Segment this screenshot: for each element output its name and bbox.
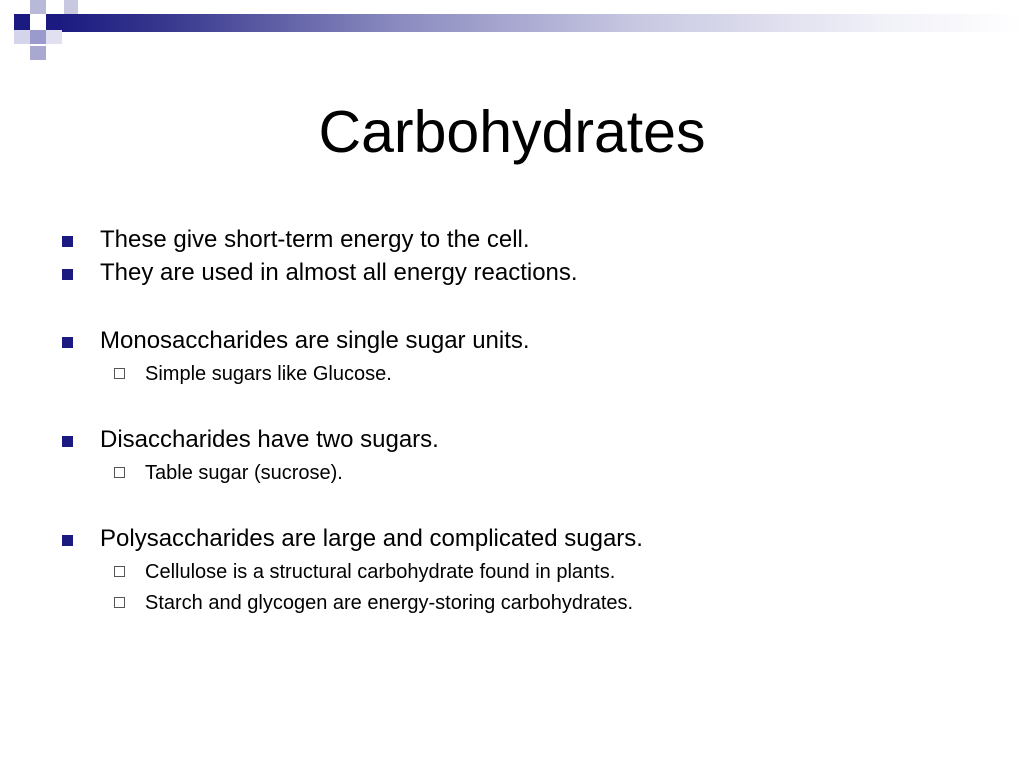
filled-square-bullet-icon — [62, 337, 73, 348]
bullet-text: These give short-term energy to the cell. — [100, 226, 530, 253]
sub-bullet-text: Cellulose is a structural carbohydrate found in plants. — [145, 561, 616, 583]
hollow-square-bullet-icon — [114, 566, 125, 577]
sub-bullet-text: Table sugar (sucrose). — [145, 462, 343, 484]
filled-square-bullet-icon — [62, 535, 73, 546]
bullet-text: Monosaccharides are single sugar units. — [100, 327, 530, 354]
filled-square-bullet-icon — [62, 269, 73, 280]
bullet-text: Polysaccharides are large and complicated sugars. — [100, 525, 643, 552]
bullet-text: Disaccharides have two sugars. — [100, 426, 439, 453]
sub-bullet-text: Simple sugars like Glucose. — [145, 363, 392, 385]
filled-square-bullet-icon — [62, 236, 73, 247]
hollow-square-bullet-icon — [114, 597, 125, 608]
slide-title: Carbohydrates — [318, 99, 706, 165]
filled-square-bullet-icon — [62, 436, 73, 447]
bullet-text: They are used in almost all energy reactions. — [100, 259, 578, 286]
sub-bullet-text: Starch and glycogen are energy-storing carbohydrates. — [145, 592, 634, 614]
hollow-square-bullet-icon — [114, 368, 125, 379]
hollow-square-bullet-icon — [114, 467, 125, 478]
